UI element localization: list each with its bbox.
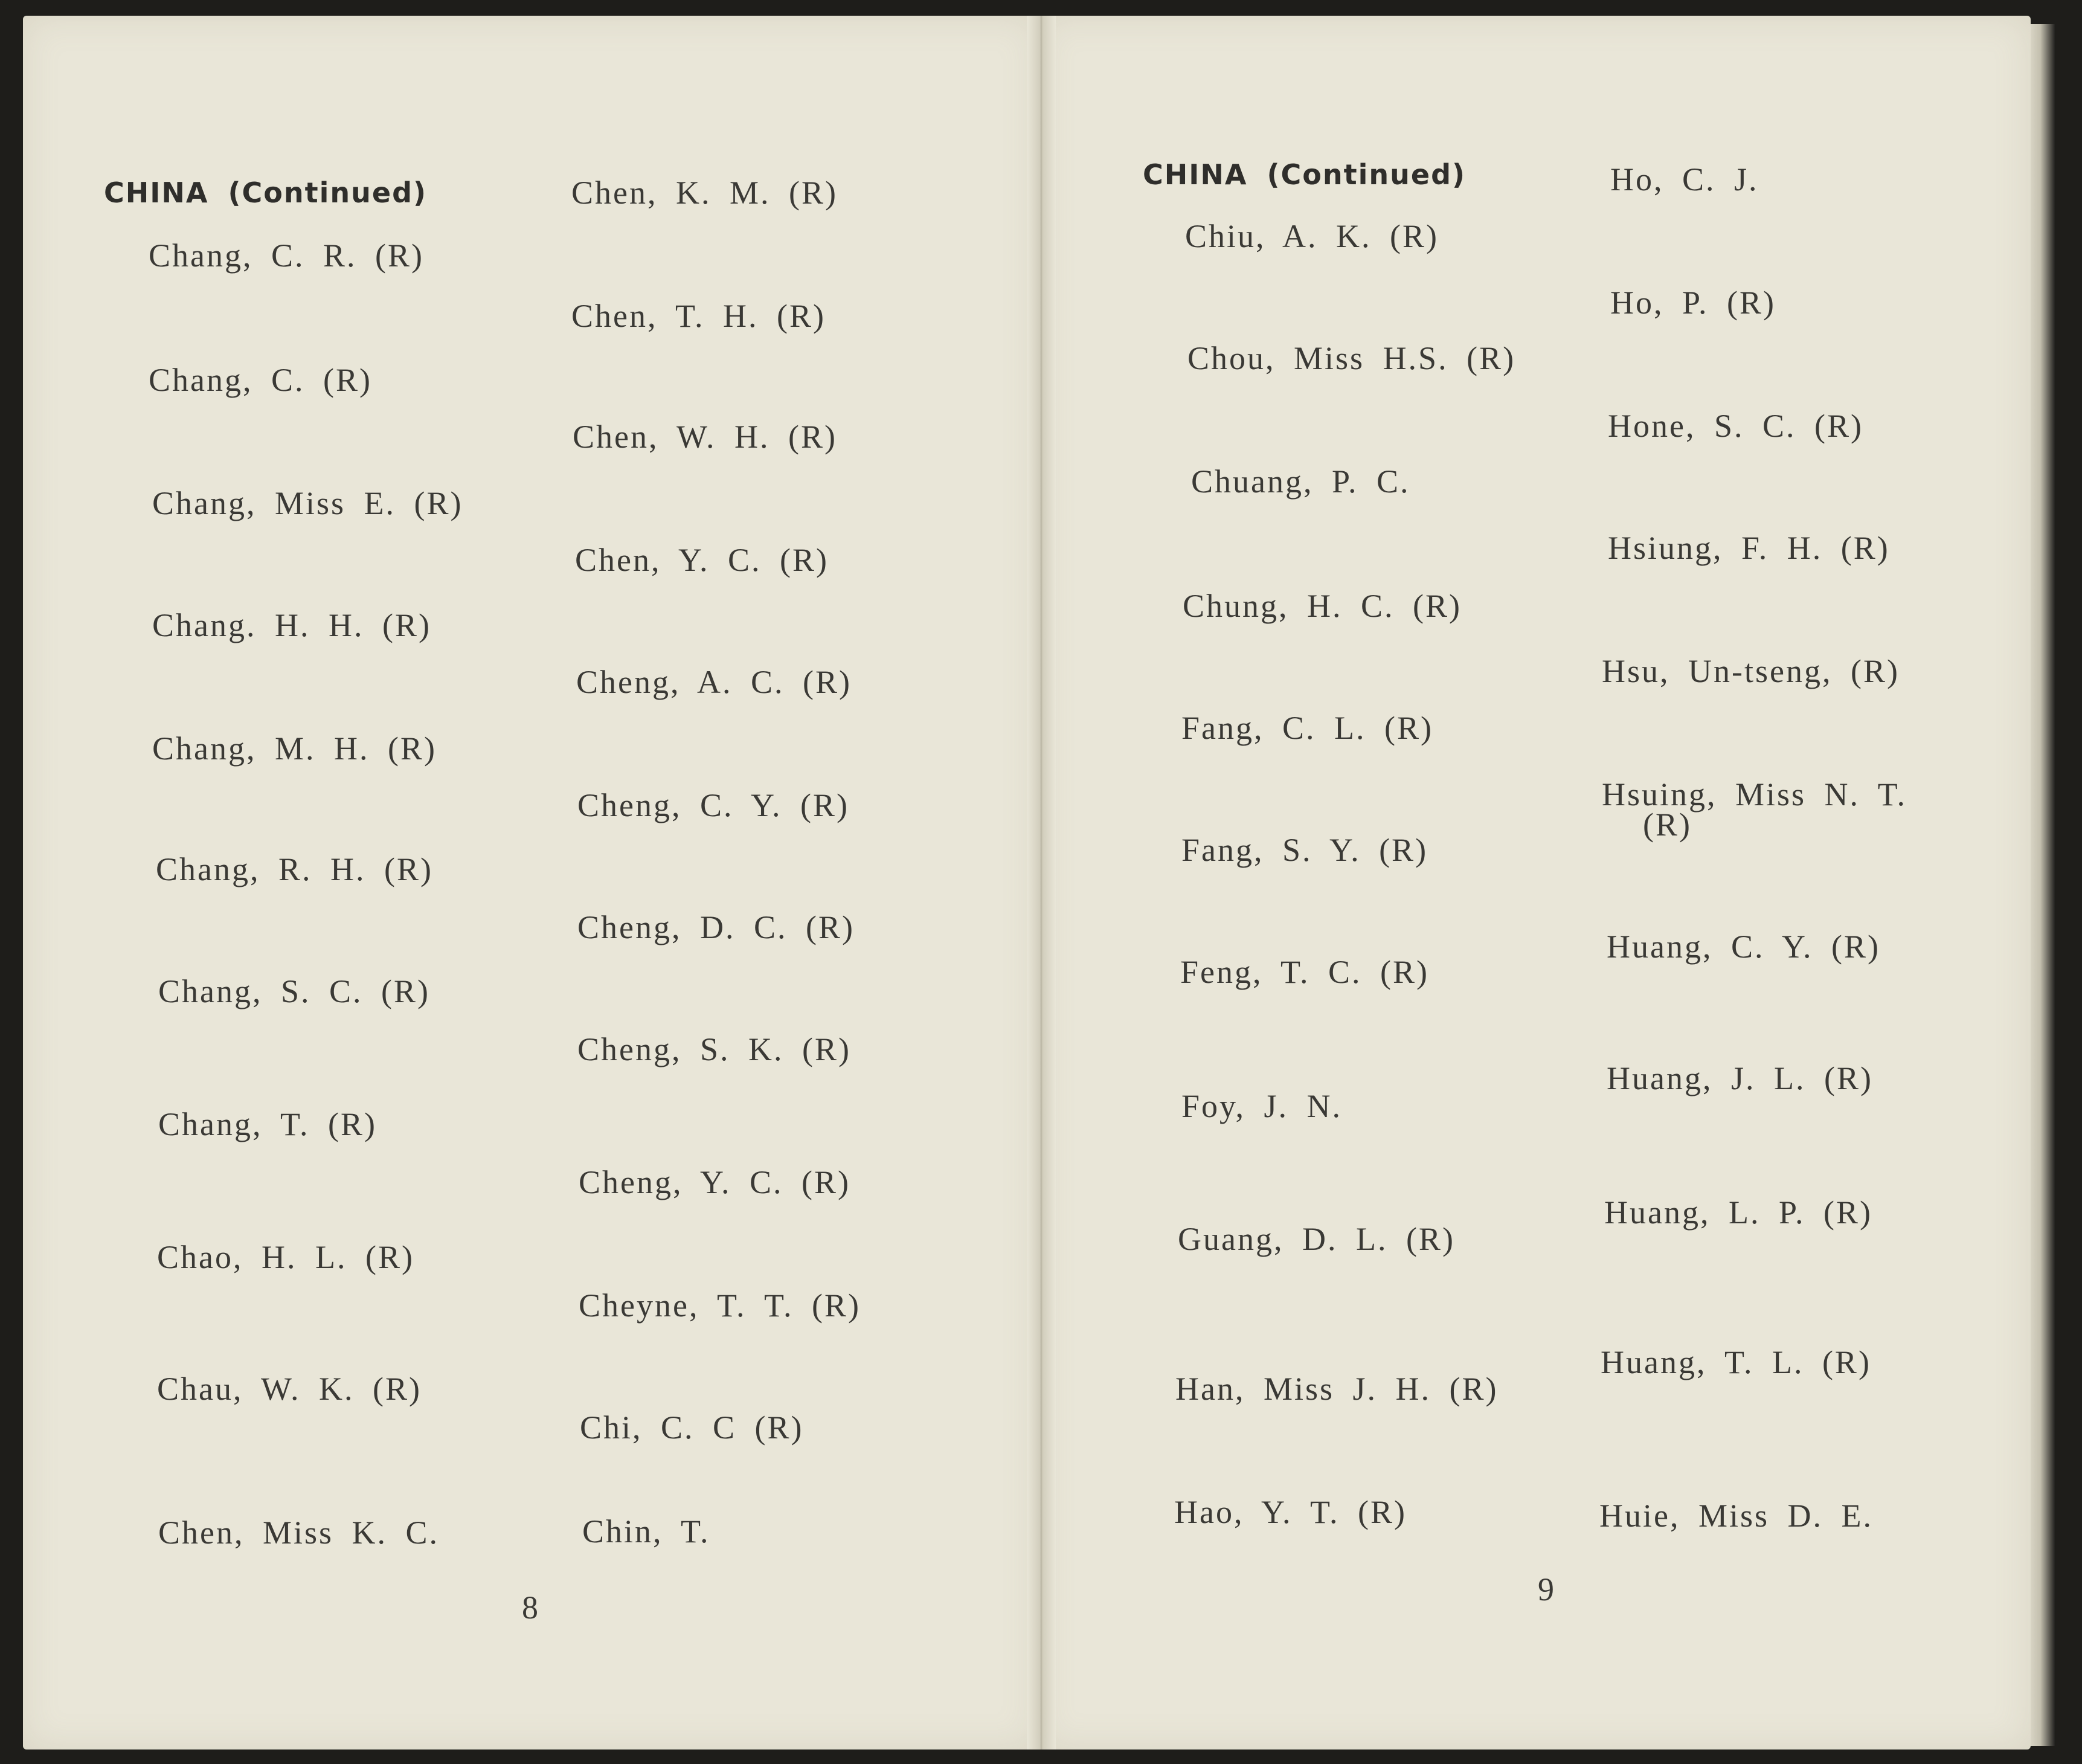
left-col2-entry: Cheng, S. K. (R) [577,1031,851,1067]
left-col2-entry: Cheng, A. C. (R) [576,664,852,700]
right-col2-entry: Hone, S. C. (R) [1608,408,1863,444]
right-col1-entry: Hao, Y. T. (R) [1174,1494,1407,1530]
left-col2-entry: Cheng, D. C. (R) [577,909,855,945]
left-col1-entry: Chang, S. C. (R) [158,973,431,1009]
left-col1-entry: Chang, C. R. (R) [149,237,425,274]
left-col2-entry: Chen, W. H. (R) [573,419,837,455]
left-col2-entry: Chen, K. M. (R) [571,175,838,211]
left-col1-entry: Chen, Miss K. C. [158,1515,440,1551]
right-col1-entry: Guang, D. L. (R) [1178,1221,1455,1257]
left-col2-entry: Cheng, C. Y. (R) [577,787,850,823]
left-col1-entry: Chang, M. H. (R) [152,730,437,767]
left-col2-entry: Chi, C. C (R) [580,1409,804,1446]
left-col2-entry: Cheyne, T. T. (R) [579,1287,861,1324]
page-edge-shadow [2031,24,2055,1746]
left-col1-entry: Chao, H. L. (R) [157,1239,414,1275]
left-page-heading: CHINA (Continued) [104,176,428,209]
left-col1-entry: Chau, W. K. (R) [157,1371,422,1407]
left-col2-entry: Chen, Y. C. (R) [575,542,829,578]
right-col1-entry: Han, Miss J. H. (R) [1175,1371,1499,1407]
right-col2-entry: Hsiung, F. H. (R) [1608,530,1890,566]
right-col1-entry: Chung, H. C. (R) [1183,588,1462,624]
right-col2-entry: Ho, P. (R) [1610,285,1776,321]
right-page [1040,16,2031,1750]
right-col1-entry: Feng, T. C. (R) [1180,954,1430,990]
right-page-heading: CHINA (Continued) [1143,158,1467,191]
left-col1-entry: Chang, T. (R) [158,1106,377,1142]
right-col1-entry: Fang, C. L. (R) [1181,710,1433,746]
binding-gutter [1027,16,1056,1750]
right-col1-entry: Fang, S. Y. (R) [1181,832,1428,868]
left-col1-entry: Chang, C. (R) [149,362,372,398]
right-col2-entry: Huang, J. L. (R) [1607,1060,1873,1096]
right-col2-entry: Hsu, Un-tseng, (R) [1602,653,1900,689]
right-col2-entry: Huang, C. Y. (R) [1607,929,1880,965]
right-col1-entry: Chou, Miss H.S. (R) [1187,340,1516,376]
left-col2-entry: Cheng, Y. C. (R) [579,1164,851,1200]
right-col2-entry: Huang, L. P. (R) [1604,1194,1872,1231]
left-col1-entry: Chang. H. H. (R) [152,607,431,643]
right-col2-entry: Huie, Miss D. E. [1599,1498,1873,1534]
right-col2-entry: Hsuing, Miss N. T. [1602,776,1907,813]
left-col2-entry: Chen, T. H. (R) [571,298,826,334]
right-col2-entry: Huang, T. L. (R) [1601,1344,1871,1380]
left-col1-entry: Chang, R. H. (R) [156,851,433,887]
left-col2-entry: Chin, T. [582,1513,710,1550]
right-col2-continuation: (R) [1643,806,1692,843]
left-page-number: 8 [522,1589,538,1626]
right-col1-entry: Foy, J. N. [1181,1088,1343,1124]
right-col1-entry: Chiu, A. K. (R) [1185,218,1439,254]
right-col1-entry: Chuang, P. C. [1191,463,1410,500]
left-col1-entry: Chang, Miss E. (R) [152,485,463,521]
right-page-number: 9 [1538,1571,1554,1608]
right-col2-entry: Ho, C. J. [1610,161,1759,198]
